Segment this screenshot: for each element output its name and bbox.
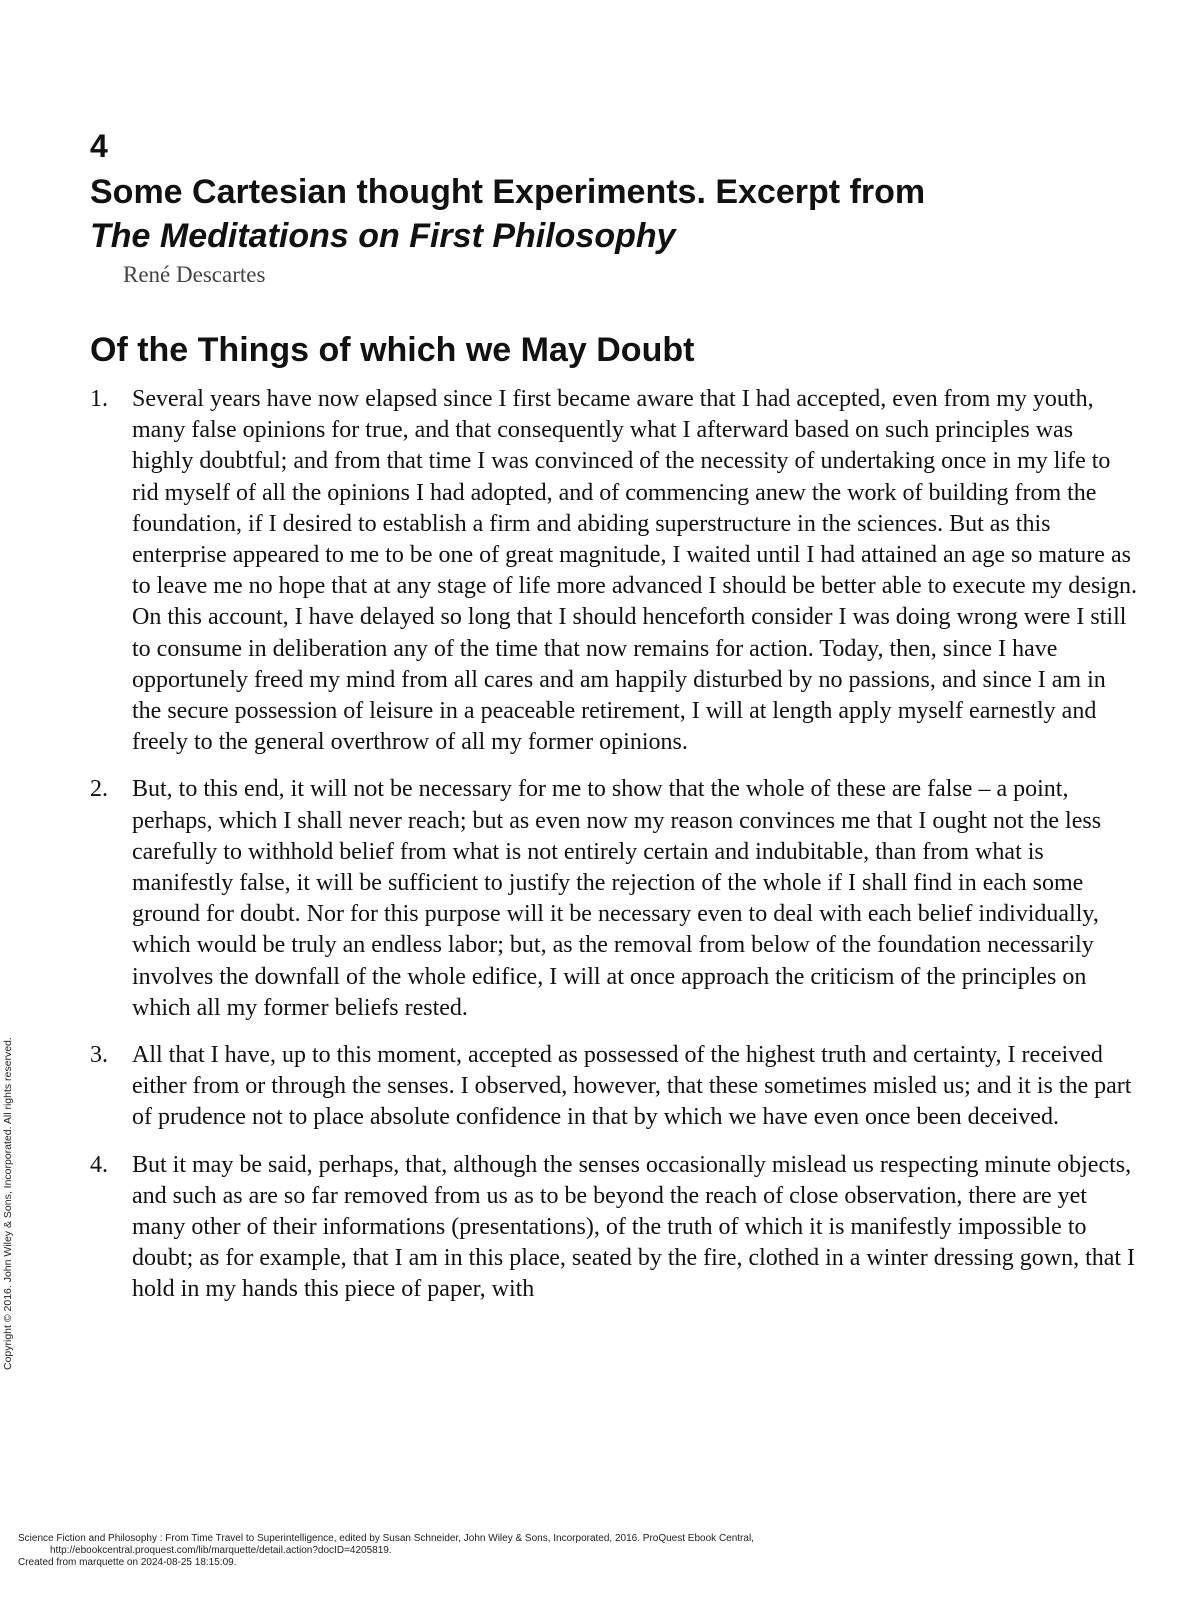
- citation-footer: [18, 1533, 754, 1569]
- chapter-title-line: Some Cartesian thought Experiments. Excerpt from: [90, 173, 926, 211]
- citation-url: http://ebookcentral.proquest.com/lib/marquette/detail.action?docID=4205819.: [50, 1545, 392, 1556]
- paragraph-number: 1.: [90, 386, 108, 412]
- paragraph-number: 3.: [90, 1042, 108, 1069]
- citation-line: Science Fiction and Philosophy : From Time Travel to Superintelligence, edited by Susan Schneider, John Wiley & Sons, Incorporated, 2016. ProQuest Ebook Central,: [18, 1533, 754, 1544]
- paragraph-number: 4.: [90, 1151, 108, 1178]
- chapter-title: [90, 170, 1150, 258]
- chapter-number: 4: [90, 128, 108, 164]
- paragraph-text: But it may be said, perhaps, that, although the senses occasionally mislead us respecting minute objects, and such as are so far removed from us as to be beyond the reach of close observation, there are yet many other of their informations (presentations), of the truth of which it is manifestly impossible to doubt; as for example, that I am in this place, seated by the fire, clothed in a winter dressing gown, that I hold in my hands this piece of paper, with: [132, 1151, 1136, 1303]
- section-heading: Of the Things of which we May Doubt: [90, 331, 695, 369]
- numbered-paragraph: [90, 1040, 1140, 1134]
- citation-created: Created from marquette on 2024-08-25 18:15:09.: [18, 1557, 237, 1568]
- paragraph-text: All that I have, up to this moment, accepted as possessed of the highest truth and certainty, I received either from or through the senses. I observed, however, that these sometimes misled us; and it is the part of prudence not to place absolute confidence in that by which we have even once been deceived.: [132, 1042, 1132, 1131]
- numbered-paragraph: [90, 774, 1140, 1024]
- paragraph-text: Several years have now elapsed since I first became aware that I had accepted, even from my youth, many false opinions for true, and that consequently what I afterward based on such principles was highly doubtful; and from that time I was convinced of the necessity of undertaking once in my life to rid myself of all the opinions I had adopted, and of commencing anew the work of building from the foundation, if I desired to establish a firm and abiding superstructure in the sciences. But as this enterprise appeared to me to be one of great magnitude, I waited until I had attained an age so mature as to leave me no hope that at any stage of life more advanced I should be better able to execute my design. On this account, I have delayed so long that I should henceforth consider I was doing wrong were I still to consume in deliberation any of the time that now remains for action. Today, then, since I have opportunely freed my mind from all cares and am happily disturbed by no passions, and since I am in the secure possession of leisure in a peaceable retirement, I will at length apply myself earnestly and freely to the general overthrow of all my former opinions.: [132, 386, 1137, 756]
- paragraph-number: 2.: [90, 776, 108, 803]
- copyright-notice: Copyright © 2016. John Wiley & Sons, Incorporated. All rights reserved.: [2, 1037, 14, 1370]
- numbered-paragraph: [90, 384, 1140, 758]
- author-name: René Descartes: [123, 262, 266, 287]
- numbered-paragraph: [90, 1150, 1140, 1306]
- numbered-paragraph-list: [90, 384, 1140, 1322]
- paragraph-text: But, to this end, it will not be necessary for me to show that the whole of these are false – a point, perhaps, which I shall never reach; but as even now my reason convinces me that I ought not the less carefully to withhold belief from what is not entirely certain and indubitable, than from what is manifestly false, it will be sufficient to justify the rejection of the whole if I shall find in each some ground for doubt. Nor for this purpose will it be necessary even to deal with each belief individually, which would be truly an endless labor; but, as the removal from below of the foundation necessarily involves the downfall of the whole edifice, I will at once approach the criticism of the principles on which all my former beliefs rested.: [132, 776, 1102, 1021]
- book-title: The Meditations on First Philosophy: [90, 217, 676, 255]
